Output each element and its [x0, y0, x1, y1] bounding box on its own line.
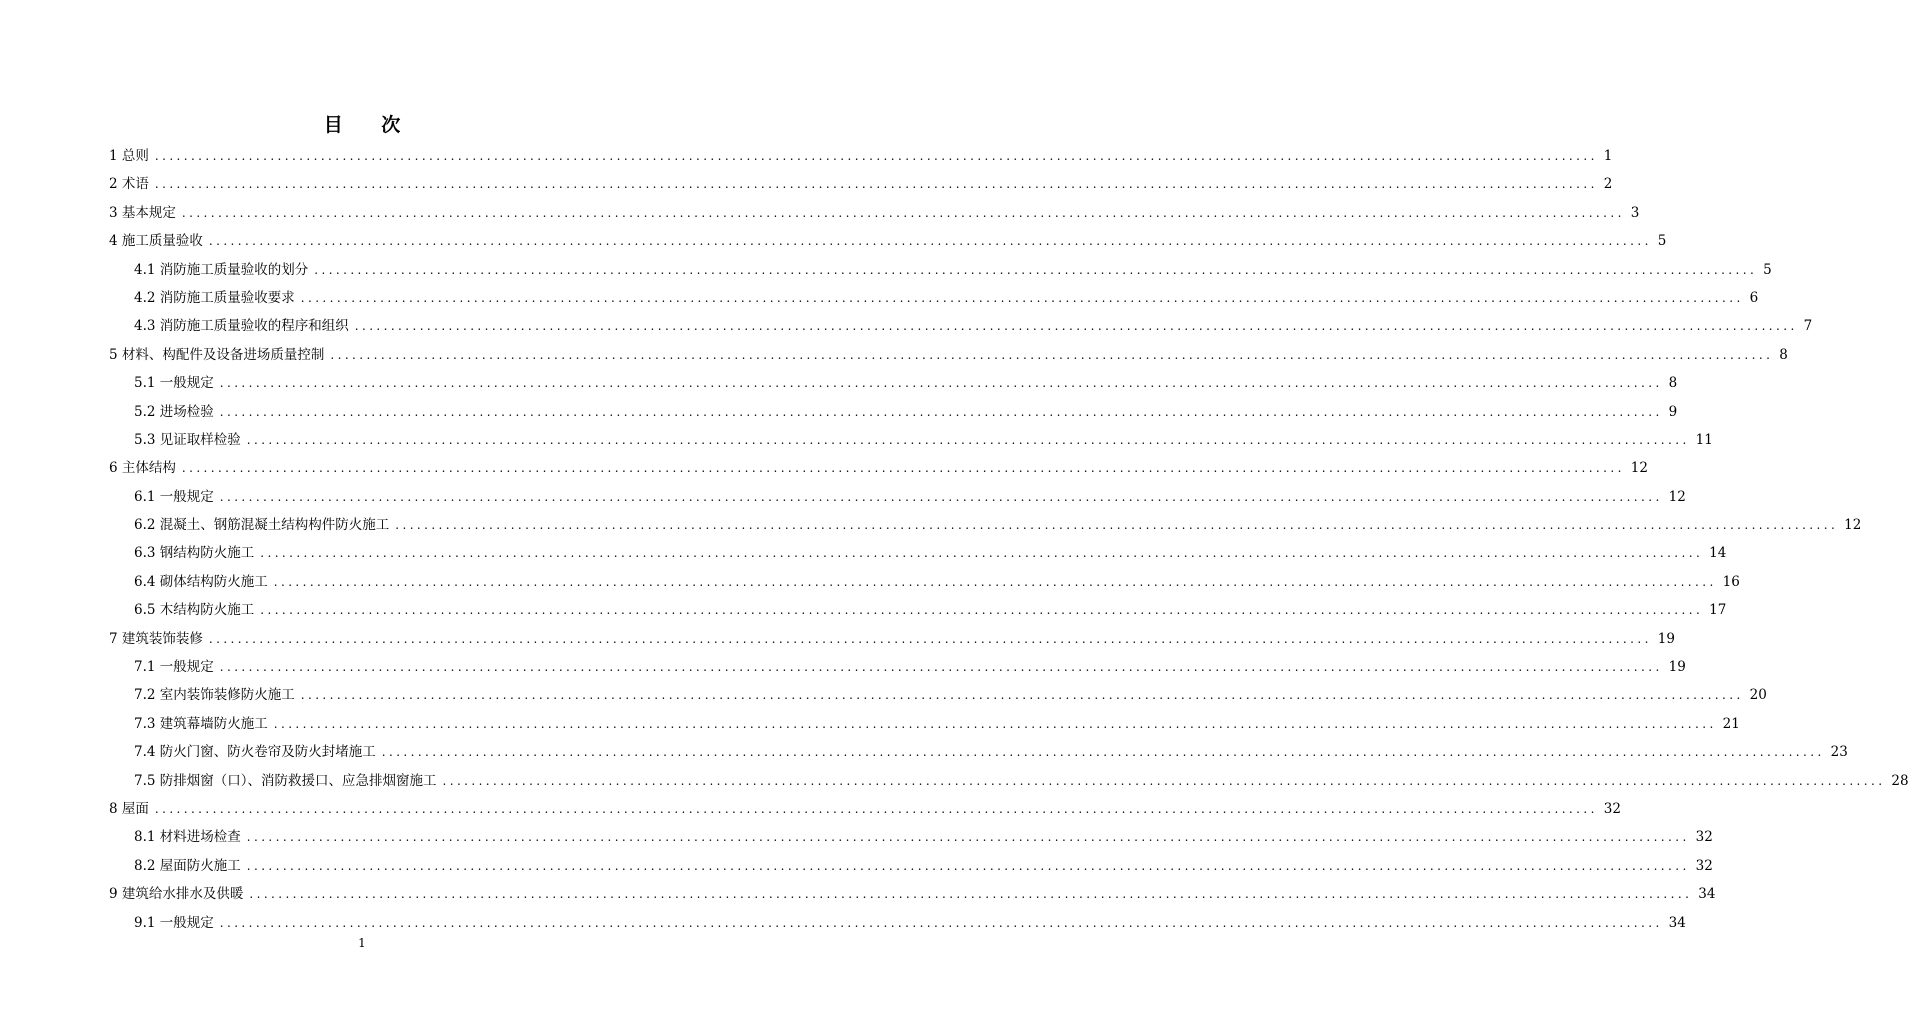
toc-entry[interactable] — [109, 767, 1909, 795]
toc-leader-dots: ........................................................................................................................................................................................................ — [246, 432, 1690, 447]
toc-entry[interactable] — [109, 568, 1740, 596]
toc-entry-label: 2 术语 — [109, 176, 149, 193]
toc-leader-dots: ........................................................................................................................................................................................................ — [219, 915, 1663, 930]
toc-entry-label: 6.4 砌体结构防火施工 — [134, 573, 268, 590]
toc-entry-label: 4.3 消防施工质量验收的程序和组织 — [134, 318, 349, 335]
toc-entry[interactable] — [109, 909, 1686, 937]
toc-entry[interactable] — [109, 312, 1813, 340]
toc-entry[interactable] — [109, 398, 1678, 426]
toc-entry[interactable] — [109, 511, 1862, 539]
toc-entry-label: 7 建筑装饰装修 — [109, 630, 203, 647]
toc-entry-page: 17 — [1709, 602, 1727, 619]
toc-leader-dots: ........................................................................................................................................................................................................ — [181, 205, 1625, 220]
toc-entry[interactable] — [109, 341, 1788, 369]
toc-entry-page: 14 — [1709, 545, 1727, 562]
toc-entry[interactable] — [109, 653, 1686, 681]
toc-entry-page: 32 — [1695, 829, 1713, 846]
toc-entry[interactable] — [109, 710, 1740, 738]
toc-entry-label: 6.2 混凝土、钢筋混凝土结构构件防火施工 — [134, 517, 390, 534]
toc-leader-dots: ........................................................................................................................................................................................................ — [300, 290, 1744, 305]
toc-entry-label: 6.5 木结构防火施工 — [134, 602, 255, 619]
toc-entry[interactable] — [109, 454, 1648, 482]
toc-entry-label: 9.1 一般规定 — [134, 914, 214, 931]
toc-entry-page: 12 — [1844, 517, 1862, 534]
toc-entry-label: 5.3 见证取样检验 — [134, 431, 241, 448]
toc-leader-dots: ........................................................................................................................................................................................................ — [273, 574, 1717, 589]
toc-leader-dots: ........................................................................................................................................................................................................ — [208, 631, 1652, 646]
toc-entry-page: 2 — [1603, 176, 1613, 193]
toc-leader-dots: ........................................................................................................................................................................................................ — [330, 347, 1774, 362]
toc-entry-label: 4.1 消防施工质量验收的划分 — [134, 261, 309, 278]
toc-entry-label: 6 主体结构 — [109, 460, 176, 477]
toc-entry-page: 28 — [1891, 772, 1909, 789]
toc-leader-dots: ........................................................................................................................................................................................................ — [154, 801, 1598, 816]
toc-entry-page: 19 — [1668, 659, 1686, 676]
toc-leader-dots: ........................................................................................................................................................................................................ — [219, 404, 1663, 419]
toc-entry-label: 7.3 建筑幕墙防火施工 — [134, 715, 268, 732]
toc-entry-label: 5.2 进场检验 — [134, 403, 214, 420]
toc-entry-label: 8 屋面 — [109, 800, 149, 817]
toc-leader-dots: ........................................................................................................................................................................................................ — [246, 858, 1690, 873]
toc-entry-page: 12 — [1668, 488, 1686, 505]
toc-entry-label: 1 总则 — [109, 148, 149, 164]
toc-entry-label: 3 基本规定 — [109, 204, 176, 221]
toc-entry-page: 23 — [1830, 744, 1848, 761]
toc-entry-label: 5.1 一般规定 — [134, 375, 214, 392]
toc-entry-label: 6.3 钢结构防火施工 — [134, 545, 255, 562]
toc-entry[interactable] — [109, 426, 1713, 454]
toc-entry[interactable] — [109, 852, 1713, 880]
toc-leader-dots: ........................................................................................................................................................................................................ — [442, 773, 1886, 788]
toc-entry-page: 7 — [1803, 318, 1813, 335]
toc-leader-dots: ........................................................................................................................................................................................................ — [154, 149, 1598, 163]
toc-leader-dots: ........................................................................................................................................................................................................ — [260, 546, 1704, 561]
toc-leader-dots: ........................................................................................................................................................................................................ — [354, 319, 1798, 334]
toc-leader-dots: ........................................................................................................................................................................................................ — [273, 716, 1717, 731]
toc-entry-page: 5 — [1763, 261, 1772, 278]
toc-entry-label: 8.2 屋面防火施工 — [134, 857, 241, 874]
toc-leader-dots: ........................................................................................................................................................................................................ — [300, 688, 1744, 703]
toc-entry[interactable] — [109, 227, 1667, 255]
toc-entry[interactable] — [109, 170, 1613, 198]
toc-entry[interactable] — [109, 483, 1686, 511]
toc-entry-label: 6.1 一般规定 — [134, 488, 214, 505]
table-of-contents — [109, 142, 1909, 937]
toc-entry[interactable] — [109, 681, 1767, 709]
toc-entry-label: 7.4 防火门窗、防火卷帘及防火封堵施工 — [134, 744, 376, 761]
toc-leader-dots: ........................................................................................................................................................................................................ — [260, 603, 1704, 618]
toc-entry-label: 9 建筑给水排水及供暖 — [109, 886, 244, 903]
toc-entry[interactable] — [109, 625, 1675, 653]
toc-entry[interactable] — [109, 880, 1716, 908]
toc-entry[interactable] — [109, 199, 1640, 227]
toc-leader-dots: ........................................................................................................................................................................................................ — [219, 489, 1663, 504]
toc-entry-label: 4.2 消防施工质量验收要求 — [134, 289, 295, 306]
toc-leader-dots: ........................................................................................................................................................................................................ — [395, 518, 1839, 533]
toc-entry-page: 32 — [1603, 800, 1621, 817]
toc-entry[interactable] — [109, 738, 1848, 766]
toc-entry-page: 34 — [1698, 886, 1716, 903]
toc-leader-dots: ........................................................................................................................................................................................................ — [208, 234, 1652, 249]
toc-leader-dots: ........................................................................................................................................................................................................ — [219, 660, 1663, 675]
toc-entry[interactable] — [109, 369, 1678, 397]
toc-entry-page: 16 — [1722, 573, 1740, 590]
toc-entry-page: 21 — [1722, 715, 1740, 732]
toc-leader-dots: ........................................................................................................................................................................................................ — [181, 461, 1625, 476]
toc-entry-page: 9 — [1668, 403, 1678, 420]
toc-entry-label: 8.1 材料进场检查 — [134, 829, 241, 846]
toc-leader-dots: ........................................................................................................................................................................................................ — [154, 177, 1598, 192]
toc-entry-page: 8 — [1779, 346, 1788, 363]
toc-entry-page: 34 — [1668, 914, 1686, 931]
toc-entry-page: 8 — [1668, 375, 1678, 392]
toc-leader-dots: ........................................................................................................................................................................................................ — [314, 262, 1758, 277]
toc-entry-page: 11 — [1695, 431, 1713, 448]
toc-entry[interactable] — [109, 142, 1613, 170]
toc-entry[interactable] — [109, 284, 1759, 312]
toc-entry[interactable] — [109, 795, 1621, 823]
toc-entry-label: 7.1 一般规定 — [134, 659, 214, 676]
toc-leader-dots: ........................................................................................................................................................................................................ — [381, 745, 1825, 760]
page-number: 1 — [358, 936, 366, 950]
toc-entry-page: 12 — [1630, 460, 1648, 477]
toc-entry-label: 7.2 室内装饰装修防火施工 — [134, 687, 295, 704]
toc-entry-page: 20 — [1749, 687, 1767, 704]
toc-entry-page: 3 — [1630, 204, 1640, 221]
toc-entry[interactable] — [109, 256, 1772, 284]
toc-entry-label: 4 施工质量验收 — [109, 233, 203, 250]
toc-entry-page: 5 — [1657, 233, 1667, 250]
page-title: 目 次 — [323, 114, 417, 136]
toc-entry[interactable] — [109, 539, 1727, 567]
toc-leader-dots: ........................................................................................................................................................................................................ — [246, 830, 1690, 845]
toc-leader-dots: ........................................................................................................................................................................................................ — [249, 887, 1693, 902]
toc-entry-label: 5 材料、构配件及设备进场质量控制 — [109, 346, 325, 363]
toc-entry-label: 7.5 防排烟窗（口）、消防救援口、应急排烟窗施工 — [134, 772, 437, 789]
toc-entry[interactable] — [109, 823, 1713, 851]
toc-entry-page: 1 — [1603, 148, 1613, 164]
toc-entry-page: 6 — [1749, 289, 1759, 306]
toc-entry-page: 19 — [1657, 630, 1675, 647]
toc-leader-dots: ........................................................................................................................................................................................................ — [219, 376, 1663, 391]
toc-entry-page: 32 — [1695, 857, 1713, 874]
toc-entry[interactable] — [109, 596, 1727, 624]
